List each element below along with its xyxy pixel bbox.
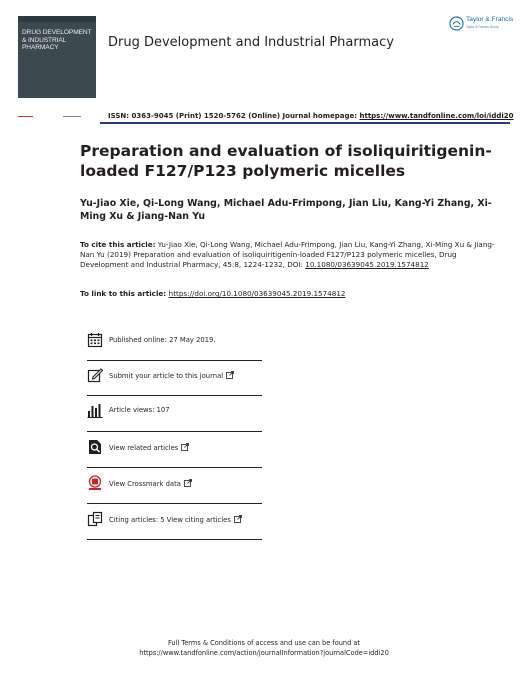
header-rule [100,122,510,124]
publisher-logo-icon [449,16,464,31]
publisher-tagline: Taylor & Francis Group [466,25,499,29]
journal-title: Drug Development and Industrial Pharmacy [108,35,394,50]
submit-article-label: Submit your article to this journal [109,371,234,380]
publisher-logo [449,14,513,34]
item-divider [87,360,262,361]
cover-title [22,29,94,52]
article-authors: Yu-Jiao Xie, Qi-Long Wang, Michael Adu-Frimpong, Jian Liu, Kang-Yi Zhang, Xi-Ming Xu & Jiang-Nan Yu [80,198,492,222]
cover-line-3: PHARMACY [22,44,59,52]
external-link-icon [234,515,242,523]
external-link-icon [181,443,189,451]
magnifier-icon [87,439,103,455]
calendar-icon [87,332,103,348]
external-link-icon [184,479,192,487]
issn-line [108,112,514,120]
published-online-item [87,332,262,360]
cover-top-bar [18,16,96,22]
footer-terms-link[interactable]: https://www.tandfonline.com/action/journalInformation?journalCode=iddi20 [139,649,389,657]
citation-block [80,240,500,271]
item-divider [87,395,262,396]
article-doi-link[interactable]: https://doi.org/10.1080/03639045.2019.1574812 [168,289,346,298]
item-divider [87,539,262,540]
small-mark-grey: ▬▬▬▬▬▬ [63,114,81,118]
article-views-label: Article views: 107 [109,406,170,414]
cover-line-2: & INDUSTRIAL [22,36,67,44]
issn-text: ISSN: 0363-9045 (Print) 1520-5762 (Online) Journal homepage: [108,112,360,120]
external-link-icon [226,371,234,379]
citing-articles-icon [87,511,103,527]
citing-articles-item[interactable] [87,511,262,539]
citation-label: To cite this article: [80,240,156,249]
cover-line-1: DRUG DEVELOPMENT [22,29,92,36]
crossmark-item[interactable] [87,475,262,503]
article-link-line [80,289,345,298]
crossmark-icon [87,475,103,491]
related-articles-item[interactable] [87,439,262,467]
footer-terms: Full Terms & Conditions of access and use can be found at [167,639,361,647]
related-articles-label: View related articles [109,443,189,452]
bar-chart-icon [87,402,103,418]
item-divider [87,503,262,504]
crossmark-label: View Crossmark data [109,479,192,488]
publisher-name: Taylor & Francis [466,16,514,23]
citation-text: Yu-Jiao Xie, Qi-Long Wang, Michael Adu-Frimpong, Jian Liu, Kang-Yi Zhang, Xi-Ming Xu & Jiang-Nan Yu (2019) Preparation and evaluation of isoliquiritigenin-loaded F127/P123 polymeric micelles, Drug Development and Industrial Pharmacy, 45:8, 1224-1232, DOI: [80,240,495,270]
small-mark-red: ▬▬▬▬▬ [18,114,33,118]
citation-doi-link[interactable]: 10.1080/03639045.2019.1574812 [305,260,429,270]
article-views-item [87,402,262,430]
article-link-label: To link to this article: [80,289,169,298]
journal-cover-thumbnail[interactable] [18,16,96,98]
submit-article-item[interactable] [87,367,262,395]
item-divider [87,467,262,468]
journal-homepage-link[interactable]: https://www.tandfonline.com/loi/iddi20 [359,112,514,120]
citing-articles-label: Citing articles: 5 View citing articles [109,515,242,524]
pencil-icon [87,367,103,383]
article-title: Preparation and evaluation of isoliquiritigenin-loaded F127/P123 polymeric micelles [80,142,492,180]
item-divider [87,431,262,432]
published-online-label: Published online: 27 May 2019. [109,336,216,344]
